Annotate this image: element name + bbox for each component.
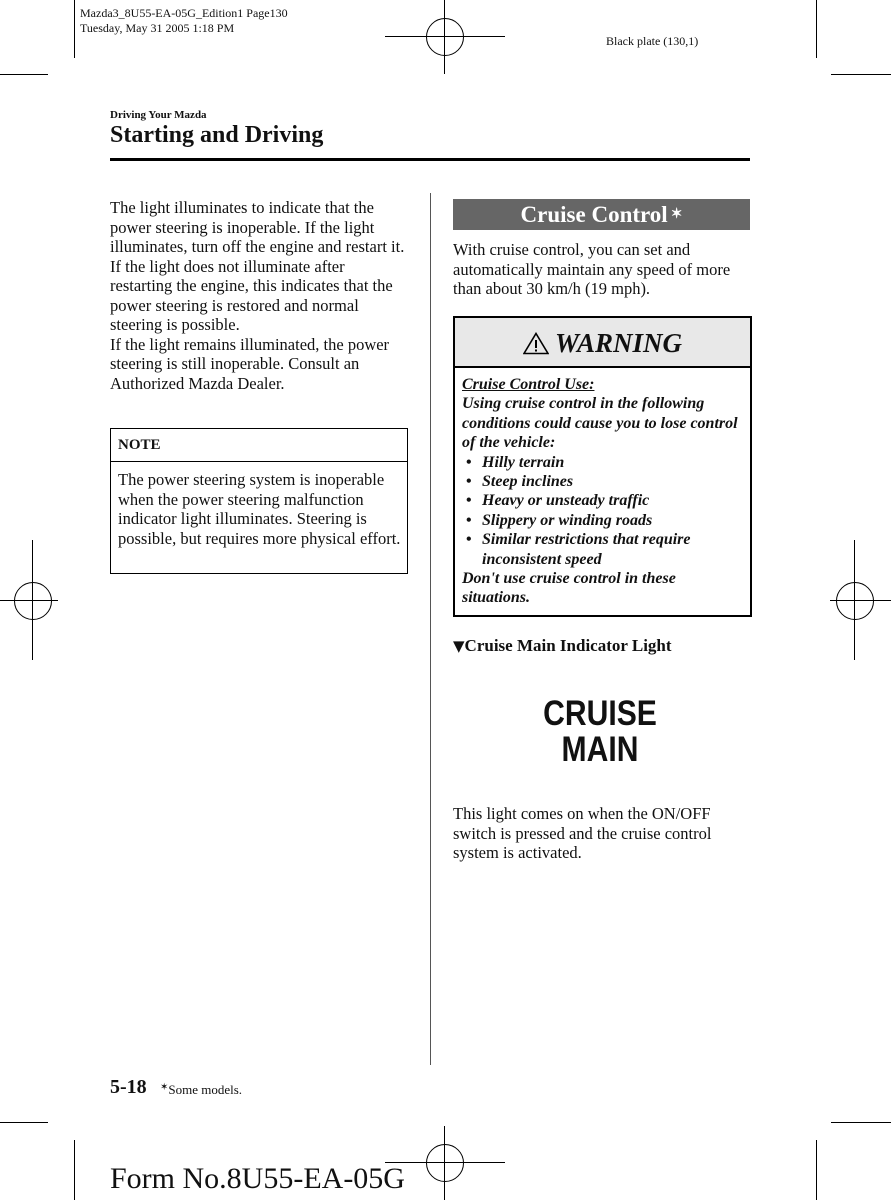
page-title: Starting and Driving: [110, 122, 324, 148]
footnote-text: Some models.: [168, 1082, 243, 1097]
list-item: • Slippery or winding roads: [462, 511, 744, 530]
date-line: Tuesday, May 31 2005 1:18 PM: [80, 21, 235, 35]
note-text: The power steering system is inoperable when the power steering malfunction indicator light illuminates. Steering is possible, but requires more physical effort.: [118, 470, 401, 548]
warning-triangle-icon: [523, 321, 549, 371]
indicator-line: MAIN: [561, 730, 639, 769]
warning-body: [455, 368, 750, 608]
section-label: Driving Your Mazda: [110, 109, 207, 121]
some-models-mark: ✶: [670, 207, 683, 222]
indicator-description: This light comes on when the ON/OFF switch is pressed and the cruise control system is activated.: [453, 804, 712, 862]
subheading-text: Cruise Main Indicator Light: [464, 636, 672, 655]
list-item: • Heavy or unsteady traffic: [462, 491, 744, 510]
list-item: • Hilly terrain: [462, 453, 744, 472]
warning-title: WARNING: [554, 328, 683, 358]
file-line: Mazda3_8U55-EA-05G_Edition1 Page130: [80, 6, 288, 20]
warning-subtitle: Cruise Control Use:: [462, 376, 595, 393]
page-number: 5-18: [110, 1076, 147, 1098]
cruise-main-indicator-icon: [514, 696, 686, 768]
paragraph: The light illuminates to indicate that the power steering is inoperable. If the light illuminates, turn off the engine and restart it.: [110, 198, 405, 256]
left-column-text: [110, 198, 410, 393]
section-heading: Cruise Control: [520, 202, 668, 227]
section-heading-band: [453, 199, 750, 230]
column-divider: [430, 193, 431, 1065]
plate-label: Black plate (130,1): [606, 34, 699, 48]
warning-closing: Don't use cruise control in these situations.: [462, 570, 676, 607]
indicator-subheading: [453, 636, 672, 656]
footnote: [160, 1082, 242, 1098]
list-item: • Steep inclines: [462, 472, 744, 491]
warning-box: [453, 316, 752, 617]
warning-list: [462, 453, 744, 569]
note-box: [110, 428, 408, 574]
paragraph: If the light remains illuminated, the power steering is still inoperable. Consult an Authorized Mazda Dealer.: [110, 334, 390, 393]
paragraph: If the light does not illuminate after restarting the engine, this indicates that the power steering is restored and normal steering is possible.: [110, 256, 393, 334]
footnote-mark: ✶: [160, 1082, 169, 1093]
warning-lead: Using cruise control in the following conditions could cause you to lose control of the vehicle:: [462, 395, 738, 452]
note-heading: NOTE: [111, 429, 407, 462]
indicator-line: CRUISE: [543, 694, 657, 733]
cruise-intro: With cruise control, you can set and automatically maintain any speed of more than about 30 km/h (19 mph).: [453, 240, 731, 298]
warning-header: [455, 318, 750, 368]
list-item: • Similar restrictions that require inconsistent speed: [462, 530, 744, 569]
title-rule: [110, 158, 750, 161]
print-header: [80, 6, 288, 36]
down-triangle-icon: ▼: [453, 637, 465, 655]
form-number: Form No.8U55-EA-05G: [110, 1162, 405, 1195]
